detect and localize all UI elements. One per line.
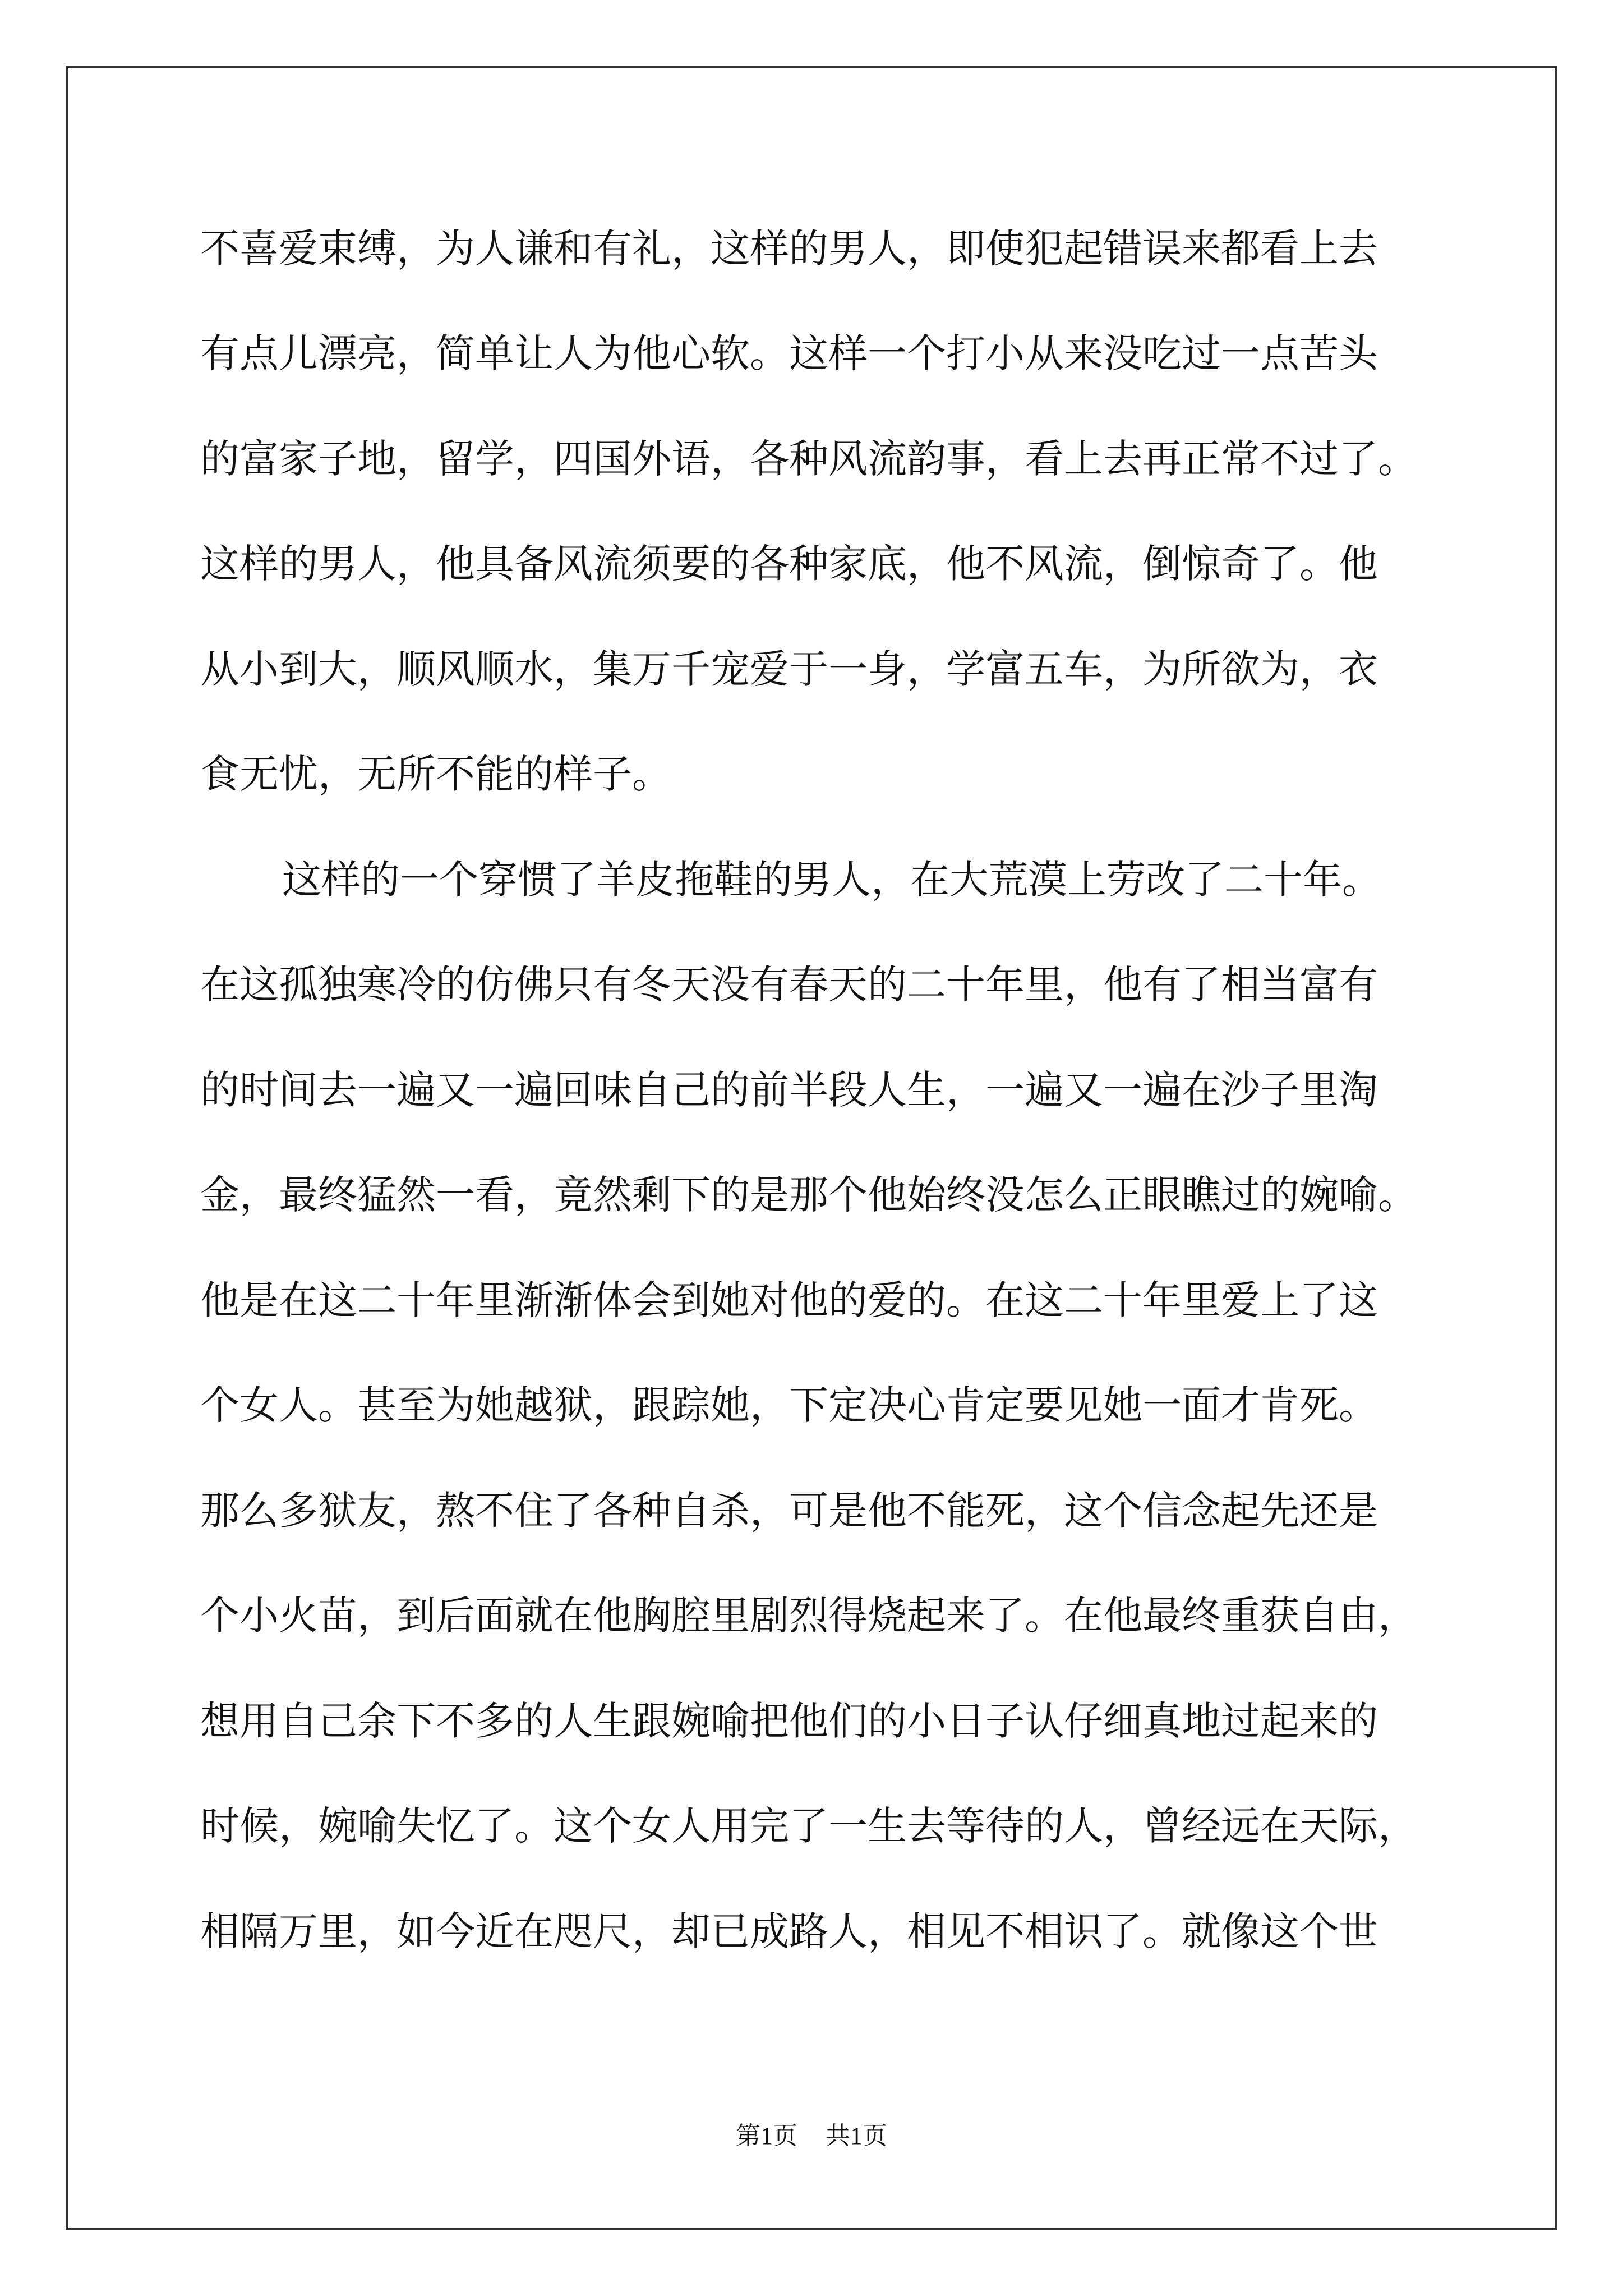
page-number-current: 第1页 (736, 2122, 797, 2150)
body-line-16: 时候，婉喻失忆了。这个女人用完了一生去等待的人，曾经远在天际， (200, 1803, 1417, 1849)
body-line-9: 的时间去一遍又一遍回味自己的前半段人生，一遍又一遍在沙子里淘 (200, 1067, 1378, 1113)
body-line-14: 个小火苗，到后面就在他胸腔里剧烈得烧起来了。在他最终重获自由， (200, 1593, 1417, 1639)
body-line-10: 金，最终猛然一看，竟然剩下的是那个他始终没怎么正眼瞧过的婉喻。 (200, 1172, 1417, 1218)
body-line-11: 他是在这二十年里渐渐体会到她对他的爱的。在这二十年里爱上了这 (200, 1277, 1378, 1323)
page-footer (0, 2119, 1623, 2153)
body-line-12: 个女人。甚至为她越狱，跟踪她，下定决心肯定要见她一面才肯死。 (200, 1382, 1378, 1428)
body-line-5: 从小到大，顺风顺水，集万千宠爱于一身，学富五车，为所欲为，衣 (200, 646, 1378, 692)
page-number-total: 共1页 (826, 2122, 887, 2150)
body-line-7: 这样的一个穿惯了羊皮拖鞋的男人，在大荒漠上劳改了二十年。 (282, 857, 1381, 903)
body-line-13: 那么多狱友，熬不住了各种自杀，可是他不能死，这个信念起先还是 (200, 1488, 1378, 1534)
body-line-3: 的富家子地，留学，四国外语，各种风流韵事，看上去再正常不过了。 (200, 436, 1417, 482)
body-line-2: 有点儿漂亮，简单让人为他心软。这样一个打小从来没吃过一点苦头 (200, 330, 1378, 376)
page-border (66, 66, 1557, 2230)
body-line-15: 想用自己余下不多的人生跟婉喻把他们的小日子认仔细真地过起来的 (200, 1698, 1378, 1744)
body-line-17: 相隔万里，如今近在咫尺，却已成路人，相见不相识了。就像这个世 (200, 1908, 1378, 1954)
body-line-1: 不喜爱束缚，为人谦和有礼，这样的男人，即使犯起错误来都看上去 (200, 226, 1378, 272)
body-line-6: 食无忧，无所不能的样子。 (200, 751, 671, 797)
body-line-8: 在这孤独寒冷的仿佛只有冬天没有春天的二十年里，他有了相当富有 (200, 961, 1378, 1007)
body-line-4: 这样的男人，他具备风流须要的各种家底，他不风流，倒惊奇了。他 (200, 541, 1378, 587)
